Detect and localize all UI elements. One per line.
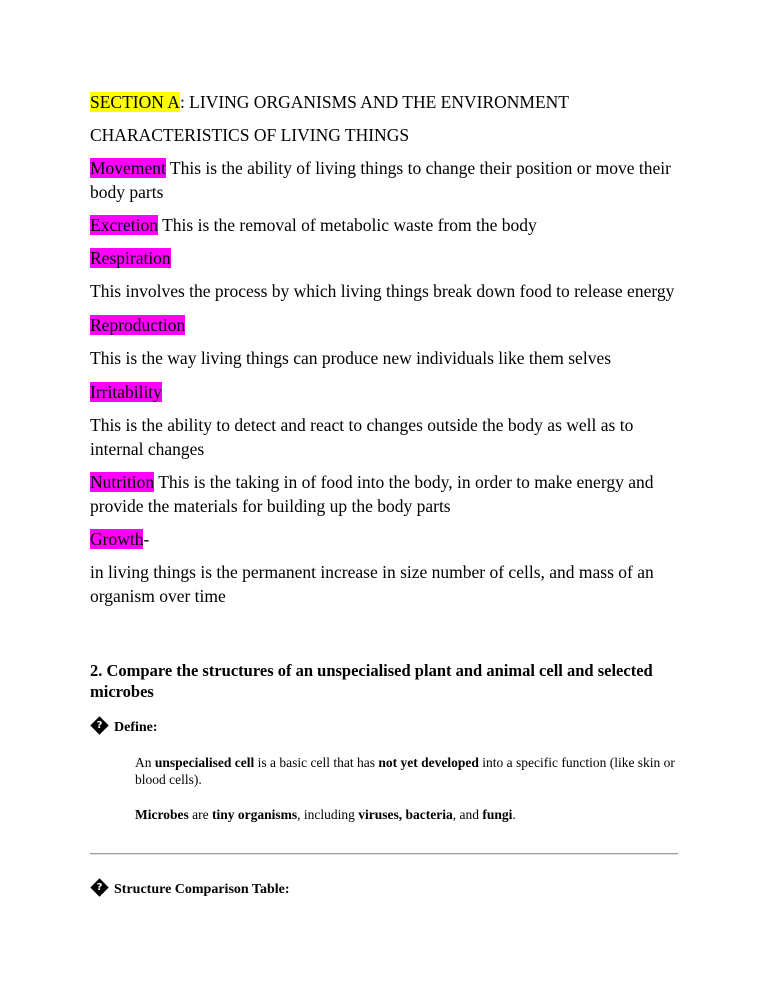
growth-term-line bbox=[90, 527, 690, 551]
definition-microbes bbox=[135, 806, 680, 823]
replacement-diamond-icon bbox=[90, 716, 108, 734]
table-heading: Structure Comparison Table: bbox=[114, 882, 290, 897]
growth-text: in living things is the permanent increase in size number of cells, and mass of an organism over time bbox=[90, 562, 654, 606]
def1-text-a: An bbox=[135, 755, 155, 770]
excretion-text: This is the removal of metabolic waste from the body bbox=[158, 215, 537, 235]
def2-text-b: are bbox=[188, 807, 212, 822]
def1-term-unspecialised-cell: unspecialised cell bbox=[154, 755, 255, 770]
irritability-term: Irritability bbox=[90, 382, 162, 402]
movement-text: This is the ability of living things to change their position or move their body parts bbox=[90, 158, 671, 202]
excretion-paragraph bbox=[90, 213, 690, 237]
nutrition-paragraph bbox=[90, 470, 690, 518]
def1-text-e: into a specific function (like skin or blood cells). bbox=[135, 755, 675, 787]
section-a-title: : LIVING ORGANISMS AND THE ENVIRONMENT bbox=[179, 92, 569, 112]
def2-term-fungi: fungi bbox=[482, 807, 513, 822]
nutrition-term: Nutrition bbox=[90, 472, 155, 492]
def2-text-h: . bbox=[512, 807, 516, 822]
irritability-term-line bbox=[90, 380, 690, 404]
respiration-text: This involves the process by which living things break down food to release energy bbox=[90, 281, 675, 301]
definition-unspecialised-cell bbox=[135, 754, 680, 788]
def2-text-d: , including bbox=[297, 807, 359, 822]
def2-text-f: , and bbox=[452, 807, 483, 822]
movement-paragraph bbox=[90, 156, 690, 204]
def2-term-viruses-bacteria: viruses, bacteria bbox=[358, 807, 453, 822]
respiration-term-line bbox=[90, 246, 690, 270]
def1-text-c: is a basic cell that has bbox=[254, 755, 379, 770]
compare-heading: 2. Compare the structures of an unspecialised plant and animal cell and selected microbes bbox=[90, 661, 653, 701]
table-heading-line bbox=[90, 880, 690, 899]
reproduction-term: Reproduction bbox=[90, 315, 186, 335]
define-heading: Define: bbox=[114, 720, 158, 735]
characteristics-heading: CHARACTERISTICS OF LIVING THINGS bbox=[90, 125, 410, 145]
excretion-term: Excretion bbox=[90, 215, 159, 235]
respiration-term: Respiration bbox=[90, 248, 171, 268]
growth-suffix: - bbox=[143, 529, 150, 549]
section-a-heading bbox=[90, 90, 690, 114]
growth-term: Growth bbox=[90, 529, 144, 549]
horizontal-divider bbox=[90, 853, 678, 855]
def2-term-microbes: Microbes bbox=[135, 807, 189, 822]
reproduction-term-line bbox=[90, 313, 690, 337]
movement-term: Movement bbox=[90, 158, 166, 178]
irritability-text: This is the ability to detect and react to changes outside the body as well as to internal changes bbox=[90, 415, 634, 459]
nutrition-text: This is the taking in of food into the body, in order to make energy and provide the materials for building up the body parts bbox=[90, 472, 654, 516]
replacement-diamond-icon bbox=[90, 878, 108, 896]
def1-term-not-yet-developed: not yet developed bbox=[378, 755, 479, 770]
reproduction-text: This is the way living things can produce new individuals like them selves bbox=[90, 348, 612, 368]
def2-term-tiny-organisms: tiny organisms bbox=[211, 807, 298, 822]
define-heading-line bbox=[90, 718, 690, 737]
section-a-highlight: SECTION A bbox=[90, 92, 180, 112]
